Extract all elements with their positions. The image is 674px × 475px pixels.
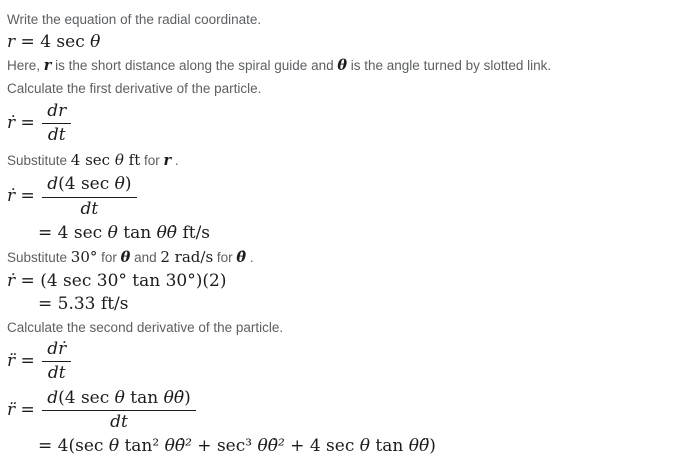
- math-italic-segment: r: [7, 31, 16, 52]
- text-segment: .: [246, 249, 254, 265]
- text-segment: Substitute: [7, 249, 71, 265]
- equation-rdot-value: [7, 294, 668, 314]
- substitute-values-note: [7, 248, 668, 268]
- math-italic-segment: θ: [90, 31, 101, 52]
- fraction-denominator: [42, 197, 136, 220]
- math-roman-segment: = 4(sec: [38, 436, 109, 457]
- fraction-numerator: [42, 101, 71, 123]
- fraction: [42, 101, 71, 147]
- text-segment: and: [130, 249, 161, 265]
- math-italic-segment: θθ̇²: [164, 436, 192, 457]
- math-italic-segment: θ: [107, 222, 118, 243]
- text-segment: is the short distance along the spiral guide and: [51, 57, 338, 73]
- fraction-numerator: [42, 339, 71, 361]
- math-roman-segment: ): [124, 174, 132, 195]
- math-italic-segment: dr: [47, 100, 67, 121]
- math-roman-segment: = 4 sec: [15, 31, 91, 52]
- text-segment: is the angle turned by slotted link.: [347, 57, 552, 73]
- math-italic-segment: ṙ: [7, 270, 16, 291]
- text-segment: Here,: [7, 57, 44, 73]
- math-italic-segment: dt: [47, 363, 66, 384]
- math-italic-segment: dt: [47, 125, 66, 146]
- equation-rdot-numeric: [7, 271, 668, 291]
- math-italic-segment: θ: [359, 436, 371, 457]
- equation-first-derivative-definition: [7, 101, 668, 147]
- math-italic-segment: dt: [80, 198, 99, 219]
- math-roman-segment: (4 sec: [58, 387, 115, 408]
- math-variable-segment: θ: [120, 248, 131, 266]
- instruction-first-derivative: [7, 80, 668, 98]
- math-roman-segment: =: [15, 112, 41, 133]
- text-segment: Write the equation of the radial coordinate.: [7, 12, 262, 27]
- equation-first-derivative-substituted: [7, 174, 668, 220]
- instruction-second-derivative: [7, 319, 668, 337]
- math-roman-segment: 4 sec: [70, 151, 115, 170]
- math-roman-segment: ): [429, 436, 436, 457]
- text-segment: for: [97, 249, 121, 265]
- math-italic-segment: θ: [114, 151, 124, 170]
- substitute-r-note: [7, 151, 668, 171]
- math-roman-segment: + 4 sec: [284, 436, 360, 457]
- instruction-write-radial-equation: [7, 11, 668, 29]
- math-roman-segment: tan: [370, 436, 409, 457]
- math-italic-segment: d: [47, 174, 59, 195]
- equation-second-derivative-definition: [7, 339, 668, 385]
- math-roman-segment: = 4 sec: [38, 222, 108, 243]
- math-italic-segment: ṙ: [7, 186, 16, 207]
- text-segment: .: [171, 153, 179, 169]
- math-roman-segment: =: [15, 186, 41, 207]
- math-roman-segment: tan: [124, 387, 164, 408]
- math-italic-segment: θ: [114, 387, 125, 408]
- math-italic-segment: θθ̈: [408, 436, 430, 457]
- fraction: [42, 339, 71, 385]
- math-variable-segment: θ: [337, 56, 348, 74]
- equation-radial-coordinate: [7, 32, 668, 52]
- math-italic-segment: r̈: [7, 399, 16, 420]
- math-roman-segment: 30°: [70, 247, 98, 266]
- math-roman-segment: = 5.33 ft/s: [38, 293, 129, 314]
- math-variable-segment: θ̇: [236, 248, 247, 266]
- equation-second-derivative-result: [7, 436, 668, 456]
- math-roman-segment: ): [184, 387, 191, 408]
- math-roman-segment: = (4 sec 30° tan 30°)(2): [15, 270, 227, 291]
- fraction-denominator: [42, 410, 196, 433]
- math-roman-segment: 2 rad/s: [160, 247, 214, 266]
- math-roman-segment: =: [15, 399, 41, 420]
- math-italic-segment: θθ̇: [156, 222, 178, 243]
- math-roman-segment: (4 sec: [58, 174, 115, 195]
- math-italic-segment: θ: [114, 174, 125, 195]
- math-roman-segment: ft/s: [177, 222, 211, 243]
- fraction: [42, 388, 196, 434]
- text-segment: for: [213, 249, 237, 265]
- math-italic-segment: ṙ: [7, 112, 16, 133]
- math-italic-segment: r̈: [7, 351, 16, 372]
- math-italic-segment: θθ̇: [163, 387, 185, 408]
- math-roman-segment: + sec³: [191, 436, 258, 457]
- math-italic-segment: θ: [108, 436, 120, 457]
- math-italic-segment: dt: [110, 411, 128, 432]
- text-segment: Calculate the first derivative of the particle.: [7, 81, 262, 97]
- explanation-variables: [7, 57, 668, 76]
- math-roman-segment: =: [15, 351, 41, 372]
- math-roman-segment: tan: [117, 222, 157, 243]
- fraction: [42, 174, 136, 220]
- math-variable-segment: r: [43, 56, 52, 74]
- equation-first-derivative-result: [7, 223, 668, 243]
- equation-second-derivative-substituted: [7, 388, 668, 434]
- fraction-denominator: [42, 361, 71, 384]
- text-segment: for: [140, 153, 164, 169]
- math-italic-segment: dṙ: [47, 339, 67, 360]
- fraction-denominator: [42, 123, 71, 146]
- math-variable-segment: r: [163, 152, 172, 170]
- math-italic-segment: d: [47, 387, 59, 408]
- fraction-numerator: [42, 388, 196, 410]
- text-segment: Calculate the second derivative of the particle.: [7, 319, 284, 335]
- math-italic-segment: θθ̇²: [257, 436, 285, 457]
- text-segment: Substitute: [7, 153, 71, 169]
- math-roman-segment: ft: [123, 151, 141, 170]
- math-roman-segment: tan²: [119, 436, 165, 457]
- fraction-numerator: [42, 174, 136, 196]
